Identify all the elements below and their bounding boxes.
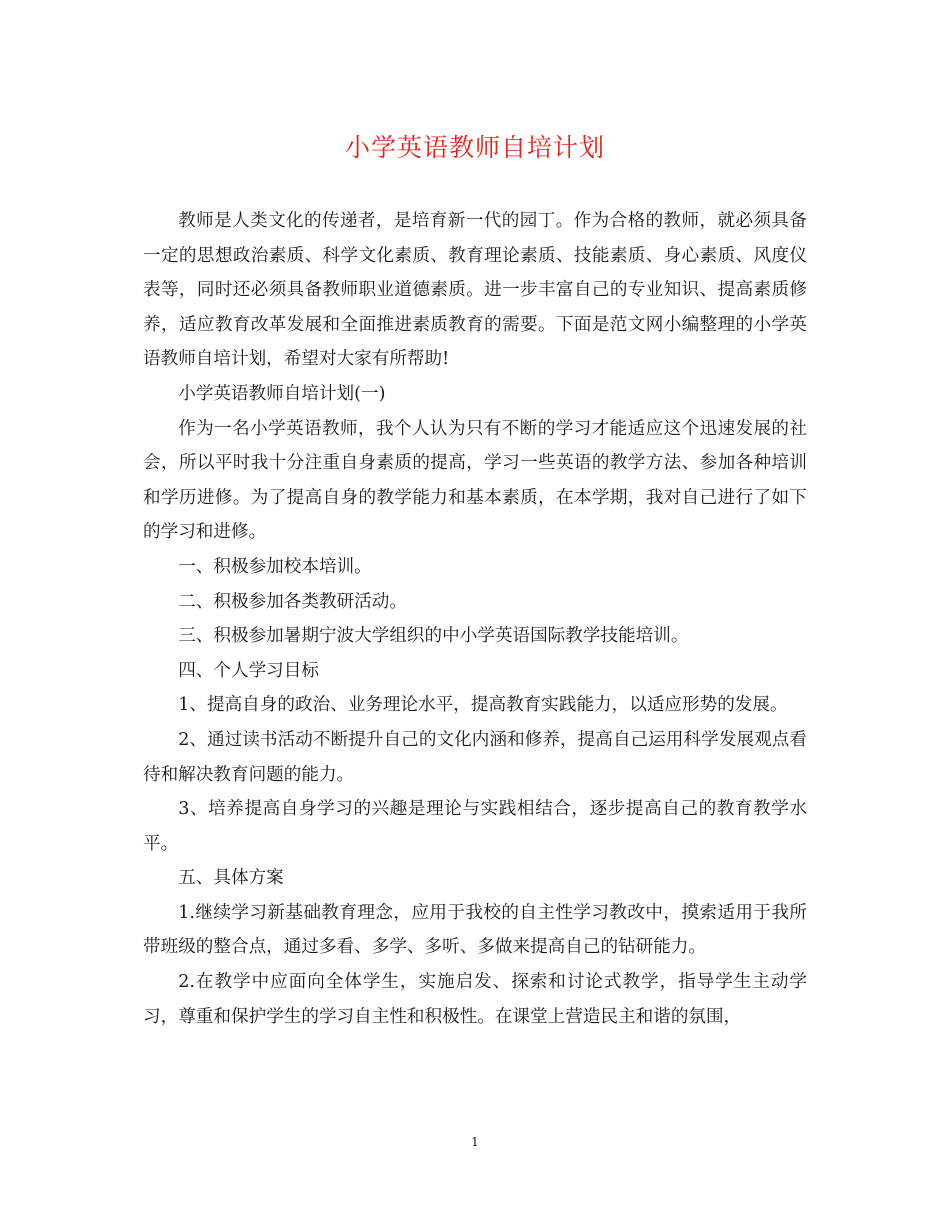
list-item: 五、具体方案 [178,868,284,889]
list-item: 1.继续学习新基础教育理念，应用于我校的自主性学习教改中，摸索适用于我所带班级的整合点，通过多看、多学、多听、多做来提高自己的钻研能力。 [143,902,807,958]
paragraph-intro: 教师是人类文化的传递者，是培育新一代的园丁。作为合格的教师，就必须具备一定的思想政治素质、科学文化素质、教育理论素质、技能素质、身心素质、风度仪表等，同时还必须具备教师职业道德素质。进一步丰富自己的专业知识、提高素质修养，适应教育改革发展和全面推进素质教育的需要。下面是范文网小编整理的小学英语教师自培计划，希望对大家有所帮助! [143,211,807,370]
paragraph: 作为一名小学英语教师，我个人认为只有不断的学习才能适应这个迅速发展的社会，所以平时我十分注重自身素质的提高，学习一些英语的教学方法、参加各种培训和学历进修。为了提高自身的教学能力和基本素质，在本学期，我对自己进行了如下的学习和进修。 [143,418,807,543]
document-title: 小学英语教师自培计划 [344,133,605,162]
list-item: 1、提高自身的政治、业务理论水平，提高教育实践能力，以适应形势的发展。 [178,695,788,716]
list-item: 3、培养提高自身学习的兴趣是理论与实践相结合，逐步提高自己的教育教学水平。 [143,799,807,854]
document-body [143,204,807,1034]
list-item: 2.在教学中应面向全体学生，实施启发、探索和讨论式教学，指导学生主动学习，尊重和保护学生的学习自主性和积极性。在课堂上营造民主和谐的氛围， [143,972,807,1027]
list-item: 二、积极参加各类教研活动。 [178,591,407,612]
page-number: 1 [471,1135,479,1149]
paragraph-section-heading: 小学英语教师自培计划(一) [178,383,386,404]
list-item: 三、积极参加暑期宁波大学组织的中小学英语国际教学技能培训。 [178,626,689,647]
list-item: 四、个人学习目标 [178,660,319,681]
list-item: 2、通过读书活动不断提升自己的文化内涵和修养，提高自己运用科学发展观点看待和解决教育问题的能力。 [143,729,807,785]
list-item: 一、积极参加校本培训。 [178,556,372,577]
